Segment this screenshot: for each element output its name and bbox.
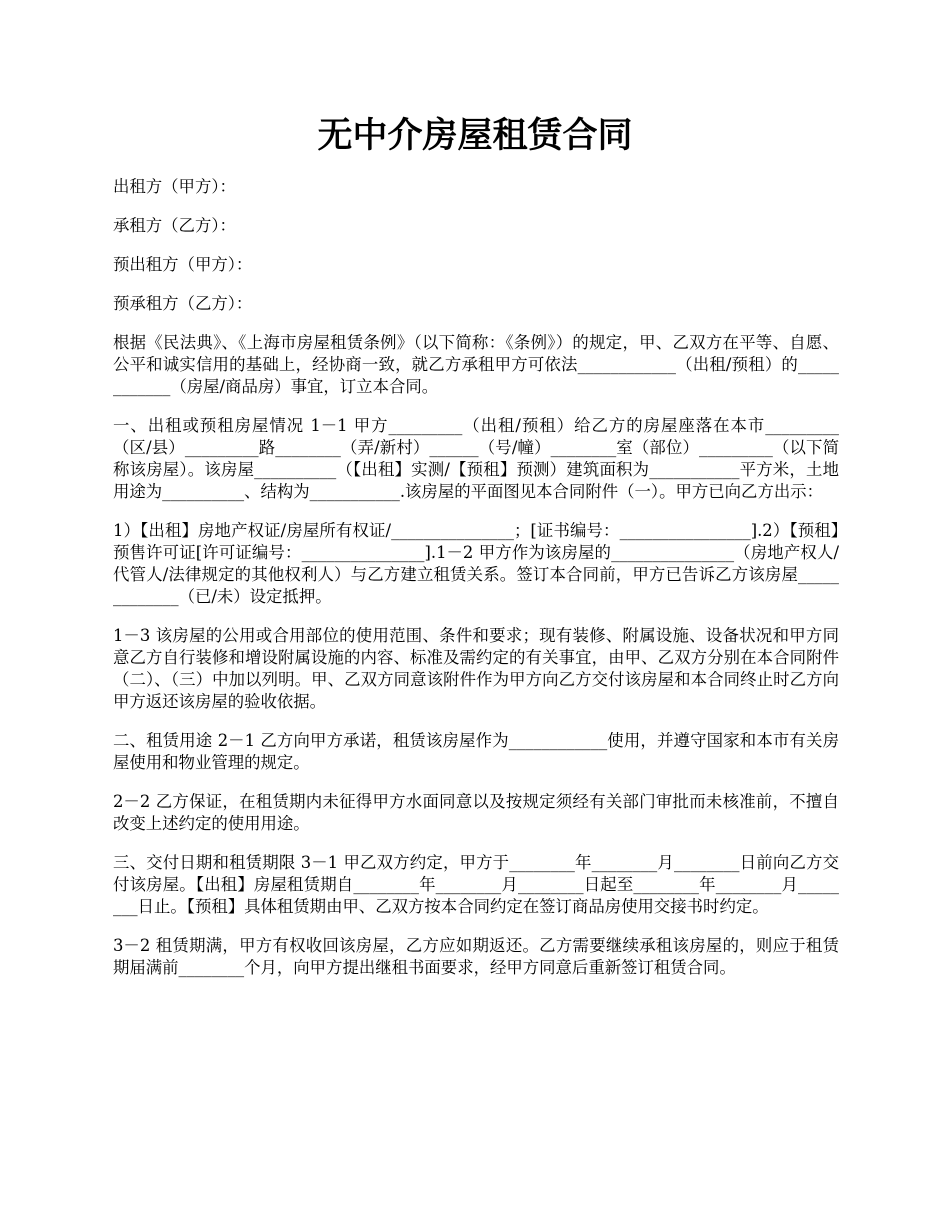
party-lessee: 承租方（乙方）： — [113, 216, 236, 235]
party-pre-lessee: 预承租方（乙方）： — [113, 294, 253, 313]
section-1-certificates-paragraph: 1）【出租】房地产权证/房屋所有权证/_______________；[证书编号：________________].2）【预租】预售许可证[许可证编号：_______________].1－2 甲方作为该房屋的_______________（房地产权人/代管人/法律规定的其他权利人）与乙方建立租赁关系。签订本合同前，甲方已告诉乙方该房屋_____________（已/未）设定抵押。 — [113, 521, 839, 606]
party-lessor: 出租方（甲方）： — [113, 177, 236, 196]
document-body — [113, 176, 839, 996]
party-pre-lessor: 预出租方（甲方）： — [113, 255, 253, 274]
section-2-2-paragraph: 2－2 乙方保证，在租赁期内未征得甲方水面同意以及按规定须经有关部门审批而未核准前，不擅自改变上述约定的使用用途。 — [113, 792, 839, 833]
section-1-3-paragraph: 1－3 该房屋的公用或合用部位的使用范围、条件和要求；现有装修、附属设施、设备状况和甲方同意乙方自行装修和增设附属设施的内容、标准及需约定的有关事宜，由甲、乙双方分别在本合同附件（二）、（三）中加以列明。甲、乙双方同意该附件作为甲方向乙方交付该房屋和本合同终止时乙方向甲方返还该房屋的验收依据。 — [113, 626, 839, 711]
document-title: 无中介房屋租赁合同 — [317, 116, 633, 156]
section-3-1-paragraph: 三、交付日期和租赁期限 3－1 甲乙双方约定，甲方于________年________月________日前向乙方交付该房屋。【出租】房屋租赁期自________年________月________日起至________年________月________日止。【预租】具体租赁期由甲、乙双方按本合同约定在签订商品房使用交接书时约定。 — [113, 853, 839, 916]
section-1-property-paragraph: 一、出租或预租房屋情况 1－1 甲方_________（出租/预租）给乙方的房屋座落在本市_________（区/县）_________路________（弄/新村）______（号/幢）________室（部位）_________（以下简称该房屋）。该房屋__________（【出租】实测/【预租】预测）建筑面积为___________平方米，土地用途为__________、结构为___________.该房屋的平面图见本合同附件（一）。甲方已向乙方出示： — [113, 416, 839, 501]
preamble-paragraph: 根据《民法典》、《上海市房屋租赁条例》（以下简称：《条例》）的规定，甲、乙双方在平等、自愿、公平和诚实信用的基础上，经协商一致，就乙方承租甲方可依法____________（出租/预租）的____________（房屋/商品房）事宜，订立本合同。 — [113, 333, 839, 396]
section-2-1-paragraph: 二、租赁用途 2－1 乙方向甲方承诺，租赁该房屋作为____________使用，并遵守国家和本市有关房屋使用和物业管理的规定。 — [113, 731, 839, 772]
section-3-2-paragraph: 3－2 租赁期满，甲方有权收回该房屋，乙方应如期返还。乙方需要继续承租该房屋的，则应于租赁期届满前________个月，向甲方提出继租书面要求，经甲方同意后重新签订租赁合同。 — [113, 936, 839, 977]
